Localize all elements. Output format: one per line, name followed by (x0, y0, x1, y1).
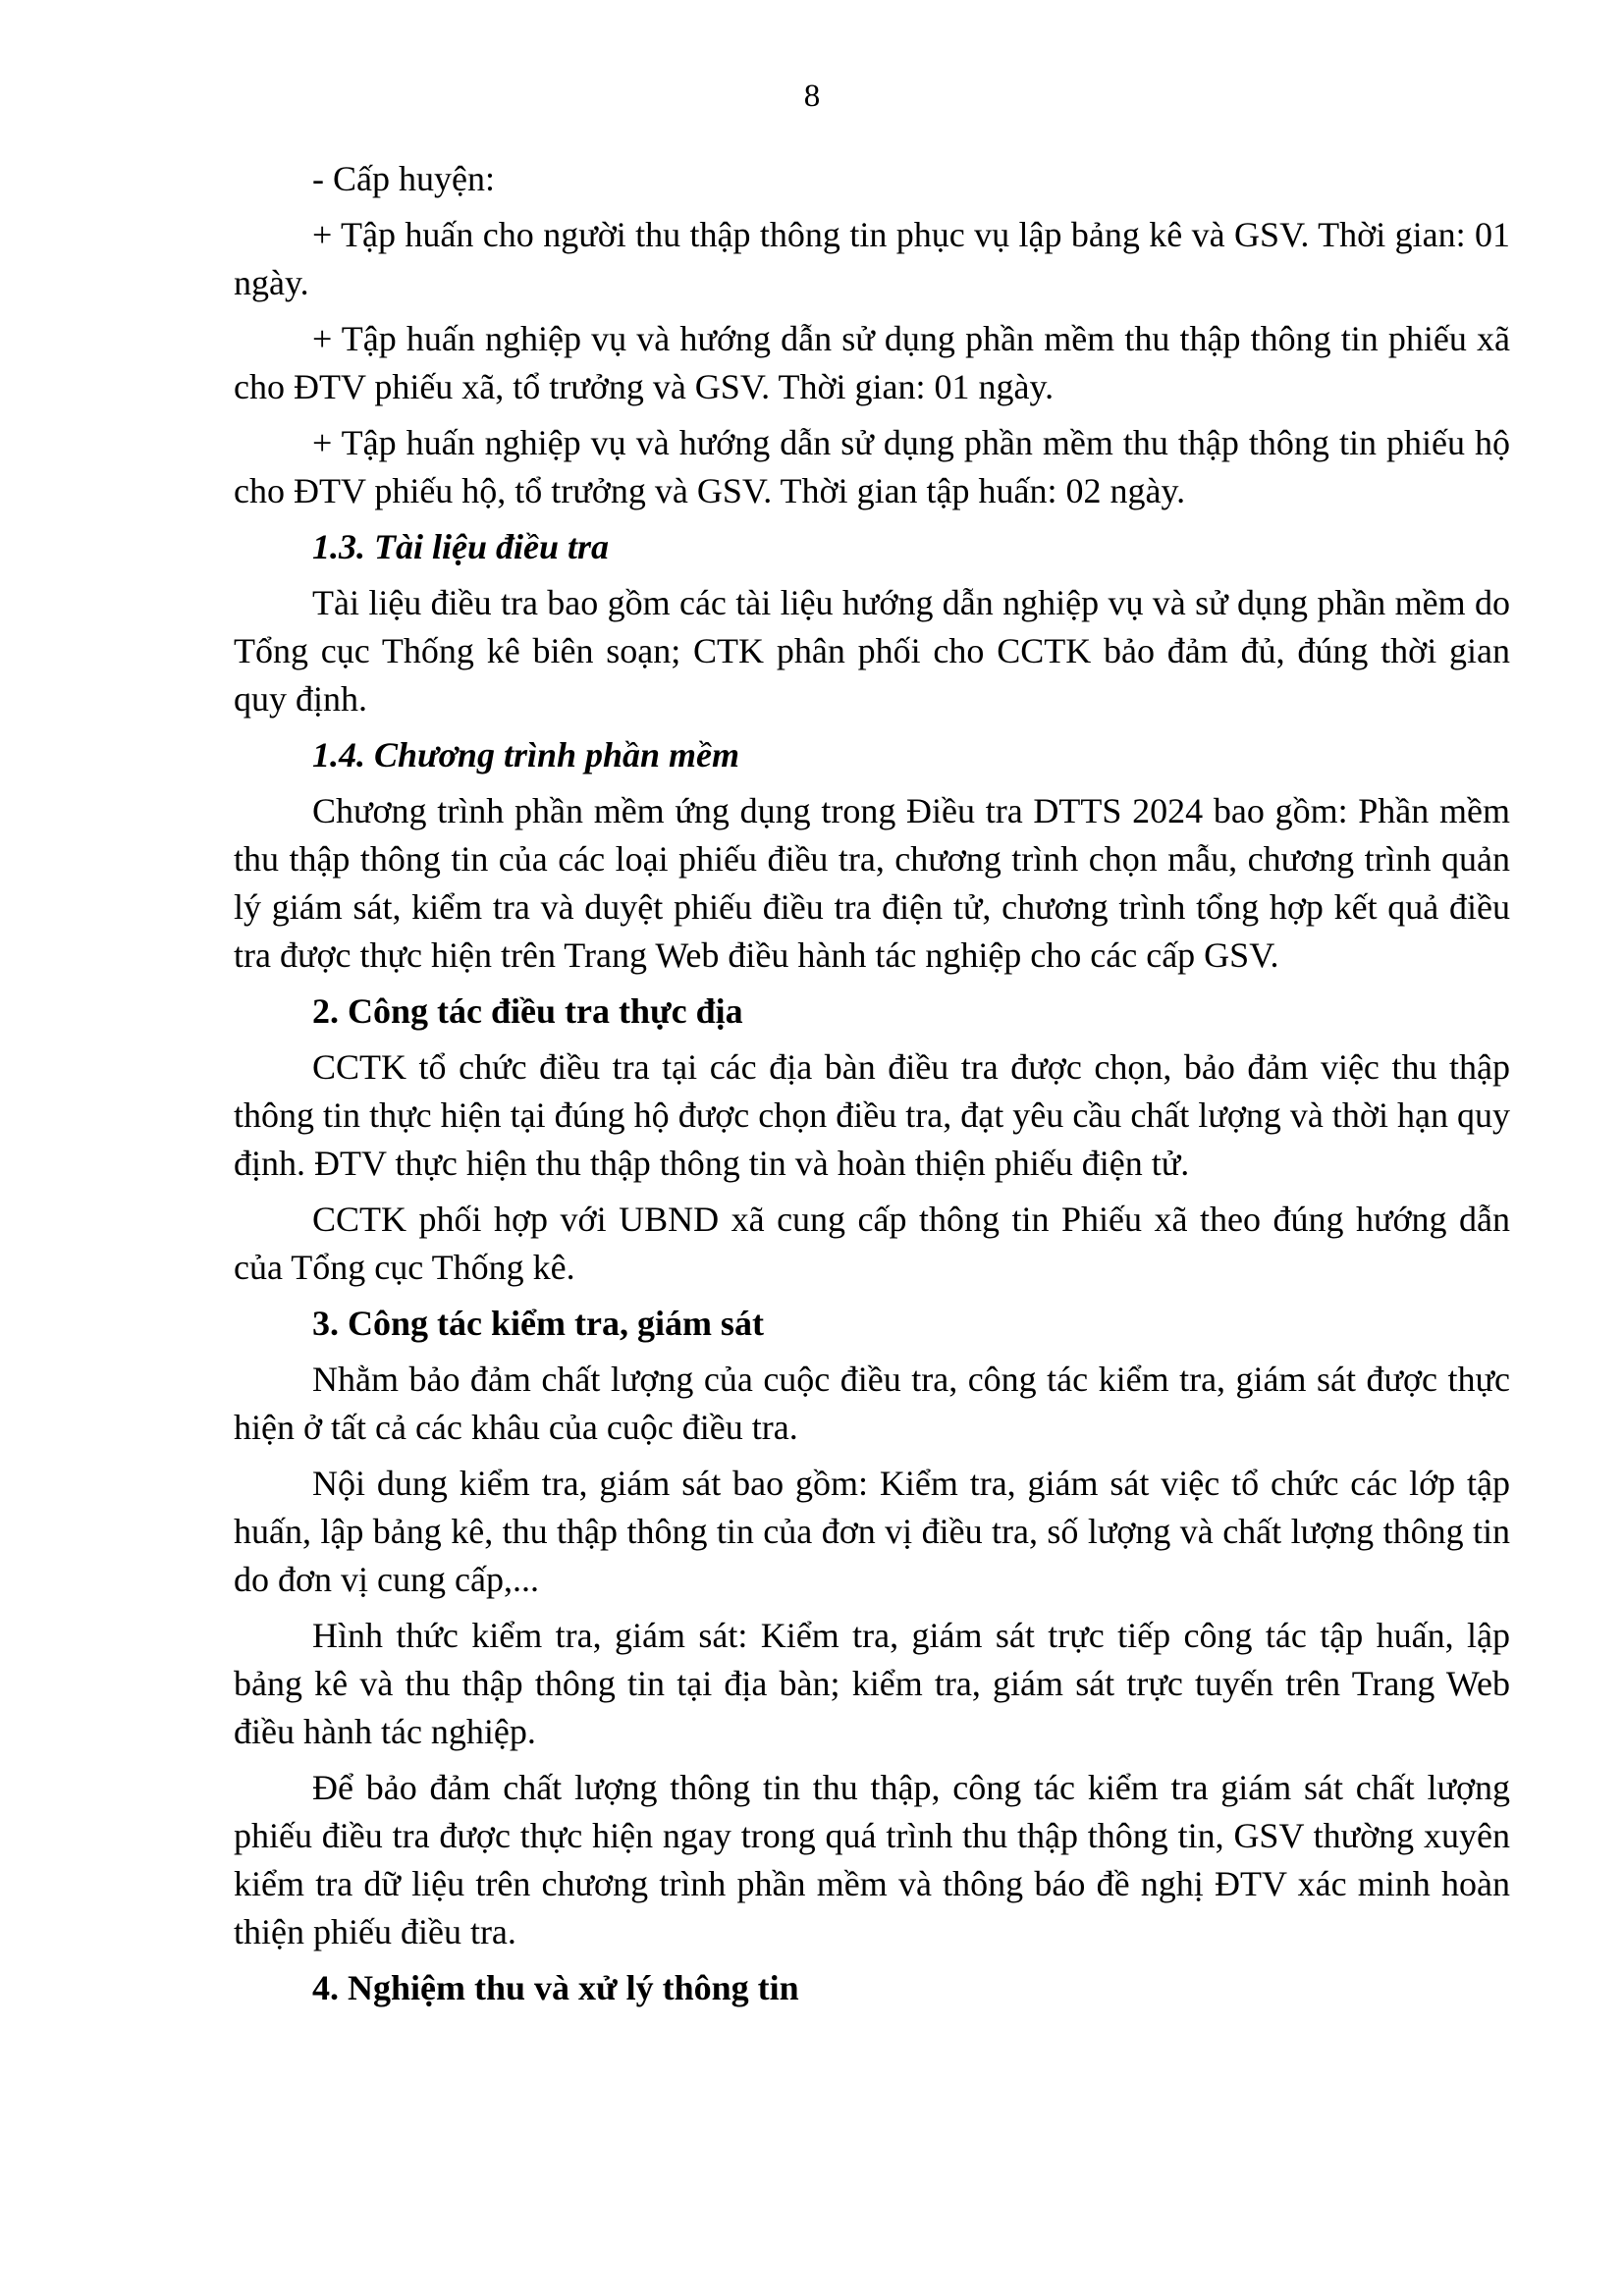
paragraph-field-survey: CCTK tổ chức điều tra tại các địa bàn điều tra được chọn, bảo đảm việc thu thập thông tin thực hiện tại đúng hộ được chọn điều tra, đạt yêu cầu chất lượng và thời hạn quy định. ĐTV thực hiện thu thập thông tin và hoàn thiện phiếu điện tử. (234, 1047, 1510, 1183)
paragraph-survey-documents: Tài liệu điều tra bao gồm các tài liệu hướng dẫn nghiệp vụ và sử dụng phần mềm do Tổng cục Thống kê biên soạn; CTK phân phối cho CCTK bảo đảm đủ, đúng thời gian quy định. (234, 583, 1510, 719)
page-number: 8 (803, 79, 821, 114)
section-heading-4: 4. Nghiệm thu và xử lý thông tin (312, 1968, 799, 2007)
paragraph-inspection-purpose: Nhằm bảo đảm chất lượng của cuộc điều tra, công tác kiểm tra, giám sát được thực hiện ở tất cả các khâu của cuộc điều tra. (234, 1360, 1510, 1447)
section-heading-2: 2. Công tác điều tra thực địa (312, 991, 743, 1031)
document-body (234, 155, 1510, 2020)
section-heading-1-4: 1.4. Chương trình phần mềm (312, 735, 740, 774)
paragraph-training-household-form: + Tập huấn nghiệp vụ và hướng dẫn sử dụng phần mềm thu thập thông tin phiếu hộ cho ĐTV phiếu hộ, tổ trưởng và GSV. Thời gian tập huấn: 02 ngày. (234, 423, 1510, 510)
paragraph-training-commune-form: + Tập huấn nghiệp vụ và hướng dẫn sử dụng phần mềm thu thập thông tin phiếu xã cho ĐTV phiếu xã, tổ trưởng và GSV. Thời gian: 01 ngày. (234, 319, 1510, 406)
paragraph-software-program: Chương trình phần mềm ứng dụng trong Điều tra DTTS 2024 bao gồm: Phần mềm thu thập thông tin của các loại phiếu điều tra, chương trình chọn mẫu, chương trình quản lý giám sát, kiểm tra và duyệt phiếu điều tra điện tử, chương trình tổng hợp kết quả điều tra được thực hiện trên Trang Web điều hành tác nghiệp cho các cấp GSV. (234, 791, 1510, 975)
section-heading-3: 3. Công tác kiểm tra, giám sát (312, 1304, 764, 1343)
paragraph-inspection-form: Hình thức kiểm tra, giám sát: Kiểm tra, giám sát trực tiếp công tác tập huấn, lập bảng kê và thu thập thông tin tại địa bàn; kiểm tra, giám sát trực tuyến trên Trang Web điều hành tác nghiệp. (234, 1616, 1510, 1751)
paragraph-commune-coordination: CCTK phối hợp với UBND xã cung cấp thông tin Phiếu xã theo đúng hướng dẫn của Tổng cục Thống kê. (234, 1200, 1510, 1287)
paragraph-district-level: - Cấp huyện: (312, 159, 495, 198)
paragraph-quality-assurance: Để bảo đảm chất lượng thông tin thu thập, công tác kiểm tra giám sát chất lượng phiếu điều tra được thực hiện ngay trong quá trình thu thập thông tin, GSV thường xuyên kiểm tra dữ liệu trên chương trình phần mềm và thông báo đề nghị ĐTV xác minh hoàn thiện phiếu điều tra. (234, 1768, 1510, 1951)
section-heading-1-3: 1.3. Tài liệu điều tra (312, 527, 610, 566)
paragraph-inspection-content: Nội dung kiểm tra, giám sát bao gồm: Kiểm tra, giám sát việc tổ chức các lớp tập huấn, lập bảng kê, thu thập thông tin của đơn vị điều tra, số lượng và chất lượng thông tin do đơn vị cung cấp,... (234, 1464, 1510, 1599)
paragraph-training-listing: + Tập huấn cho người thu thập thông tin phục vụ lập bảng kê và GSV. Thời gian: 01 ngày. (234, 215, 1510, 302)
